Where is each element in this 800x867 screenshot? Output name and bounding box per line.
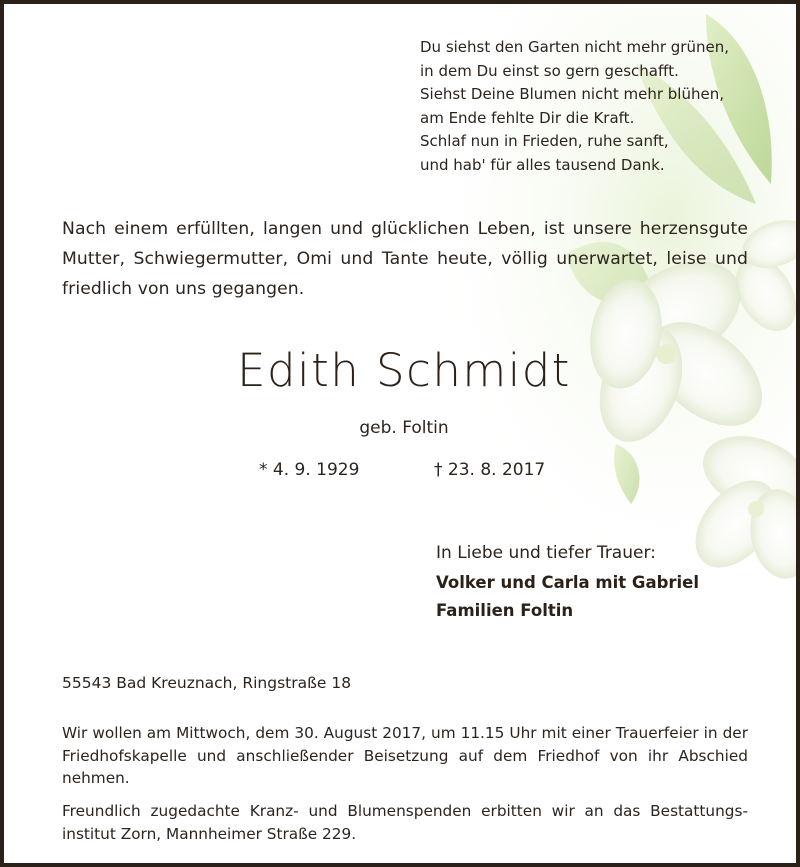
deceased-name: Edith Schmidt [237,344,571,397]
poem-line: Schlaf nun in Frieden, ruhe sanft, [420,132,669,150]
born-name: geb. Foltin [359,418,449,438]
poem [420,36,780,177]
mourners-line: Familien Foltin [436,601,574,620]
poem-line: in dem Du einst so gern geschafft. [420,61,679,80]
donations-text: Freundlich zugedachte Kranz- und Blumenspenden erbitten wir an das Bestattungs-institut Zorn, Mannheimer Straße 229. [62,802,748,843]
mourners [436,569,699,625]
intro-text: Nach einem erfüllten, langen und glücklichen Leben, ist unsere herzensgute Mutter, Schwiegermutter, Omi und Tante heute, völlig unerwartet, leise und friedlich von uns gegangen. [62,219,748,299]
poem-line: Siehst Deine Blumen nicht mehr blühen, [420,85,724,103]
death-date: † 23. 8. 2017 [434,460,546,480]
poem-line: Du siehst den Garten nicht mehr grünen, [420,38,729,56]
funeral-text: Wir wollen am Mittwoch, dem 30. August 2017, um 11.15 Uhr mit einer Trauerfeier in der Friedhofskapelle und anschließender Beisetzung auf dem Friedhof von ihr Abschied nehmen. [62,724,748,787]
poem-line: am Ende fehlte Dir die Kraft. [420,108,635,127]
mourners-line: Volker und Carla mit Gabriel [436,573,700,592]
birth-date: * 4. 9. 1929 [259,460,360,480]
address: 55543 Bad Kreuznach, Ringstraße 18 [62,674,352,692]
poem-line: und hab' für alles tausend Dank. [420,155,665,174]
mourners-intro: In Liebe und tiefer Trauer: [436,543,656,563]
